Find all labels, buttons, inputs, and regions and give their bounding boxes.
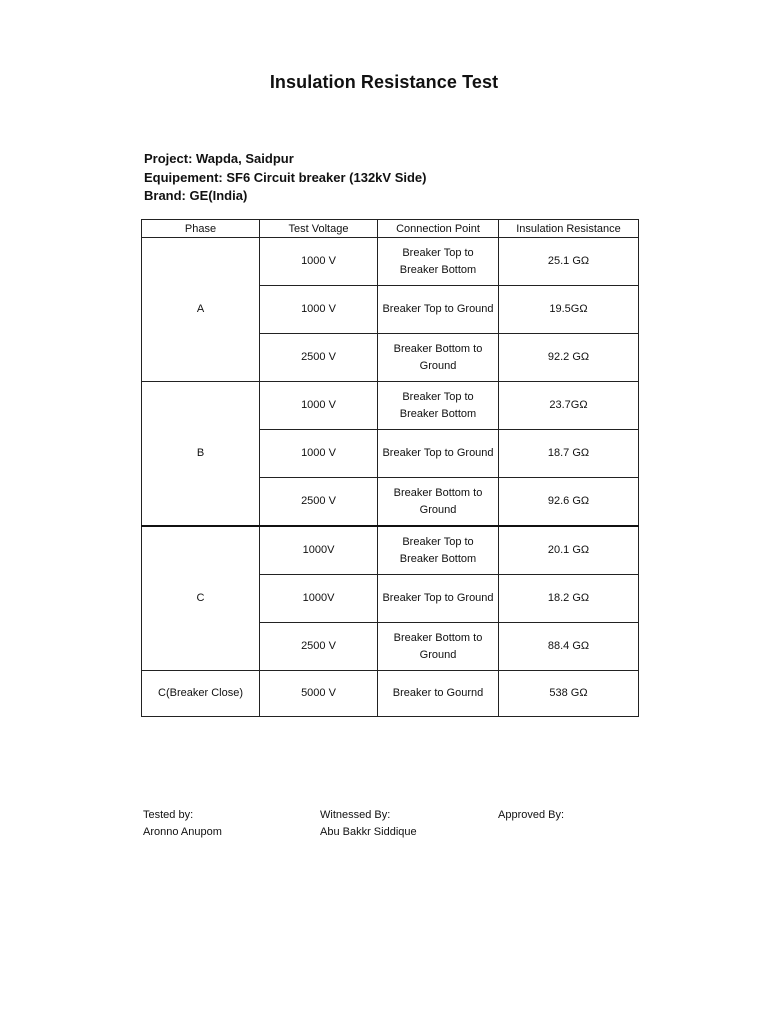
connection-cell: Breaker Top to Breaker Bottom — [378, 382, 499, 430]
page-title: Insulation Resistance Test — [269, 72, 499, 92]
resistance-cell: 25.1 GΩ — [499, 238, 639, 286]
resistance-cell: 92.2 GΩ — [499, 334, 639, 382]
insulation-resistance-table — [141, 219, 639, 717]
phase-cell: A — [142, 238, 260, 382]
phase-cell: C(Breaker Close) — [142, 671, 260, 717]
resistance-cell: 18.2 GΩ — [499, 575, 639, 623]
header-phase: Phase — [142, 220, 260, 238]
connection-cell: Breaker Bottom to Ground — [378, 623, 499, 671]
connection-cell: Breaker Top to Breaker Bottom — [378, 526, 499, 575]
table-header-row — [142, 220, 639, 238]
resistance-cell: 20.1 GΩ — [499, 526, 639, 575]
voltage-cell: 1000 V — [260, 430, 378, 478]
voltage-cell: 2500 V — [260, 334, 378, 382]
project-line: Project: Wapda, Saidpur — [144, 151, 294, 166]
voltage-cell: 1000 V — [260, 382, 378, 430]
project-info — [144, 150, 426, 206]
resistance-cell: 18.7 GΩ — [499, 430, 639, 478]
tested-by-name: Aronno Anupom — [143, 826, 222, 838]
voltage-cell: 2500 V — [260, 623, 378, 671]
table-row — [142, 671, 639, 717]
voltage-cell: 5000 V — [260, 671, 378, 717]
witnessed-by-block — [320, 807, 417, 841]
voltage-cell: 1000 V — [260, 286, 378, 334]
equipment-line: Equipement: SF6 Circuit breaker (132kV Side) — [144, 169, 427, 185]
phase-cell: B — [142, 382, 260, 527]
connection-cell: Breaker Top to Ground — [378, 430, 499, 478]
voltage-cell: 1000 V — [260, 238, 378, 286]
witnessed-by-label: Witnessed By: — [320, 809, 391, 821]
voltage-cell: 2500 V — [260, 478, 378, 527]
resistance-cell: 92.6 GΩ — [499, 478, 639, 527]
connection-cell: Breaker Top to Breaker Bottom — [378, 238, 499, 286]
header-test-voltage: Test Voltage — [260, 220, 378, 238]
witnessed-by-name: Abu Bakkr Siddique — [320, 826, 417, 838]
table-row — [142, 238, 639, 286]
table-row — [142, 382, 639, 430]
approved-by-label: Approved By: — [498, 809, 565, 821]
phase-cell: C — [142, 526, 260, 671]
tested-by-label: Tested by: — [143, 809, 194, 821]
table-row — [142, 526, 639, 575]
header-insulation-resistance: Insulation Resistance — [499, 220, 639, 238]
voltage-cell: 1000V — [260, 575, 378, 623]
resistance-cell: 19.5GΩ — [499, 286, 639, 334]
resistance-cell: 538 GΩ — [499, 671, 639, 717]
voltage-cell: 1000V — [260, 526, 378, 575]
tested-by-block — [143, 807, 222, 841]
connection-cell: Breaker to Gournd — [378, 671, 499, 717]
connection-cell: Breaker Top to Ground — [378, 286, 499, 334]
approved-by-block — [498, 807, 564, 824]
resistance-cell: 23.7GΩ — [499, 382, 639, 430]
header-connection-point: Connection Point — [378, 220, 499, 238]
connection-cell: Breaker Bottom to Ground — [378, 334, 499, 382]
connection-cell: Breaker Top to Ground — [378, 575, 499, 623]
brand-line: Brand: GE(India) — [144, 188, 248, 203]
resistance-cell: 88.4 GΩ — [499, 623, 639, 671]
connection-cell: Breaker Bottom to Ground — [378, 478, 499, 527]
